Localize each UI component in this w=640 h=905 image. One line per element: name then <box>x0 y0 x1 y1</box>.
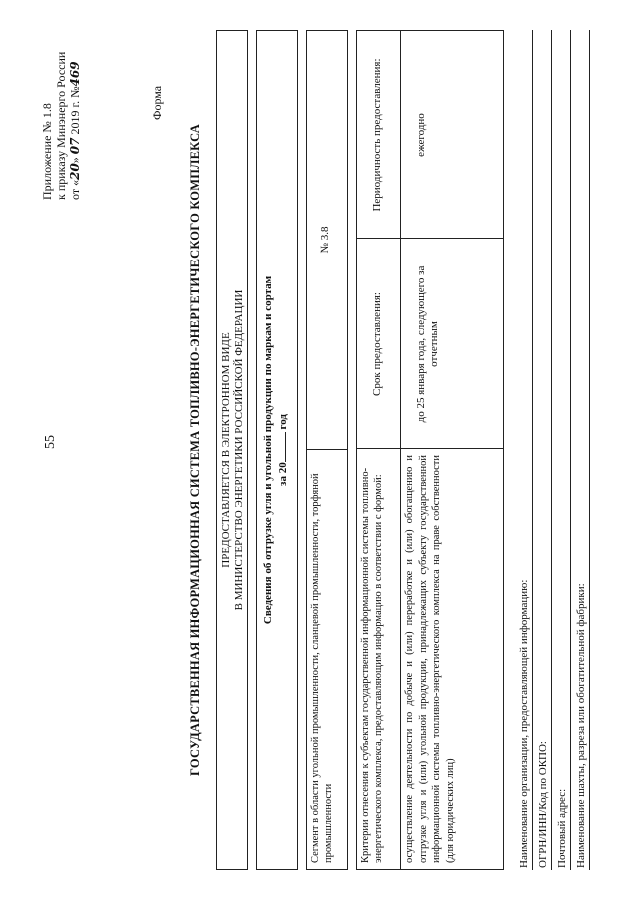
segment-label: Сегмент в области угольной промышленности, сланцевой промышленности, торфяной промышленности <box>307 449 347 869</box>
ogrn-inn-field[interactable]: ОГРН/ИНН/Код по ОКПО: <box>535 30 552 870</box>
report-period: за 20 год <box>277 414 289 486</box>
criteria-body: осуществление деятельности по добыче и (или) переработке и (или) обогащению и отгрузке угля и (или) угольной продукции, принадлежащих субъекту государственной информационной системы топливно-энергетического комплекса на праве собственности (для юридических лиц) <box>404 455 456 863</box>
appendix-number: Приложение № 1.8 <box>40 103 54 200</box>
handwritten-order-number: 469 <box>68 61 82 87</box>
segment-table <box>306 30 348 870</box>
handwritten-month: 07 <box>68 137 82 155</box>
form-number: № 3.8 <box>319 226 331 254</box>
deadline-value: до 25 января года, следующего за отчетным <box>415 265 440 423</box>
deadline-column <box>357 238 503 449</box>
report-title-box <box>256 30 298 870</box>
appendix-block <box>40 10 82 200</box>
frequency-column <box>357 31 503 239</box>
page-title: ГОСУДАРСТВЕННАЯ ИНФОРМАЦИОННАЯ СИСТЕМА ТОПЛИВНО-ЭНЕРГЕТИЧЕСКОГО КОМПЛЕКСА <box>188 124 202 776</box>
org-name-field[interactable]: Наименование организации, предоставляющей информацию: <box>516 30 533 870</box>
mine-name-field[interactable]: Наименование шахты, разреза или обогатительной фабрики: <box>573 30 590 870</box>
submission-line-2: В МИНИСТЕРСТВО ЭНЕРГЕТИКИ РОССИЙСКОЙ ФЕДЕРАЦИИ <box>233 289 245 611</box>
criteria-column <box>357 448 503 869</box>
criteria-table <box>356 30 504 870</box>
submission-line-1: ПРЕДОСТАВЛЯЕТСЯ В ЭЛЕКТРОННОМ ВИДЕ <box>220 332 232 568</box>
report-title: Сведения об отгрузке угля и угольной продукции по маркам и сортам <box>262 275 274 625</box>
criteria-header: Критерии отнесения к субъектам государственной информационной системы топливно-энергетического комплекса, предоставляющим информацию в соответствии с формой: <box>357 449 401 869</box>
deadline-header: Срок предоставления: <box>357 239 401 449</box>
appendix-order: к приказу Минэнерго России <box>54 51 68 200</box>
appendix-date: от «20» 07 2019 г. №469 <box>68 61 82 200</box>
rotated-form <box>20 10 620 890</box>
handwritten-day: 20 <box>68 163 82 180</box>
page-number: 55 <box>43 435 58 449</box>
postal-address-field[interactable]: Почтовый адрес: <box>554 30 571 870</box>
submission-box <box>216 30 248 870</box>
frequency-value: ежегодно <box>415 113 427 157</box>
frequency-header: Периодичность предоставления: <box>357 31 401 239</box>
year-blank <box>275 432 286 462</box>
form-label: Форма <box>150 85 164 120</box>
